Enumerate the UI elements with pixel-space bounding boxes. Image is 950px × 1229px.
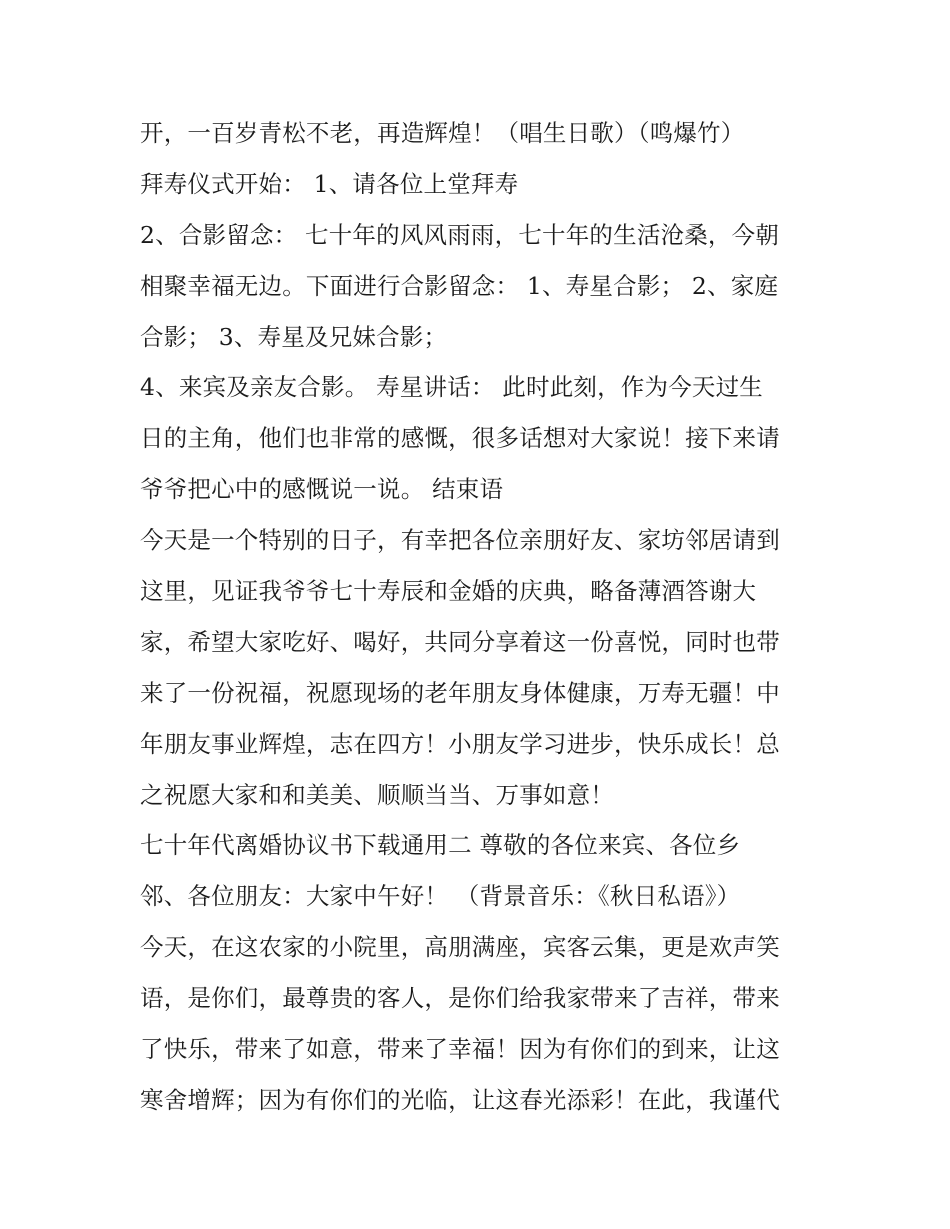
text-line: 合影； 3、寿星及兄妹合影； xyxy=(140,322,448,351)
text-line: 爷爷把心中的感慨说一说。 结束语 xyxy=(140,475,504,504)
text-line: 2、合影留念： 七十年的风风雨雨，七十年的生活沧桑，今朝 xyxy=(140,220,780,249)
text-line: 日的主角，他们也非常的感慨，很多话想对大家说！接下来请 xyxy=(140,424,780,453)
text-line: 来了一份祝福，祝愿现场的老年朋友身体健康，万寿无疆！中 xyxy=(140,678,780,707)
text-line: 年朋友事业辉煌，志在四方！小朋友学习进步，快乐成长！总 xyxy=(140,729,780,758)
text-line: 七十年代离婚协议书下载通用二 尊敬的各位来宾、各位乡 xyxy=(140,831,741,860)
text-line: 邻、各位朋友：大家中午好！ （背景音乐：《秋日私语》） xyxy=(140,882,741,911)
text-line: 今天是一个特别的日子，有幸把各位亲朋好友、家坊邻居请到 xyxy=(140,526,780,555)
text-line: 4、来宾及亲友合影。 寿星讲话： 此时此刻，作为今天过生 xyxy=(140,373,763,402)
text-line: 了快乐，带来了如意，带来了幸福！因为有你们的到来，让这 xyxy=(140,1035,780,1064)
text-line: 语，是你们，最尊贵的客人，是你们给我家带来了吉祥，带来 xyxy=(140,984,780,1013)
text-line: 开，一百岁青松不老，再造辉煌！（唱生日歌）（鸣爆竹） xyxy=(140,119,745,147)
text-line: 家，希望大家吃好、喝好，共同分享着这一份喜悦，同时也带 xyxy=(140,627,780,656)
text-line: 拜寿仪式开始： 1、请各位上堂拜寿 xyxy=(140,169,519,198)
text-line: 今天，在这农家的小院里，高朋满座，宾客云集，更是欢声笑 xyxy=(140,933,780,962)
text-line: 这里，见证我爷爷七十寿辰和金婚的庆典，略备薄酒答谢大 xyxy=(140,577,757,606)
document-body xyxy=(140,108,830,1126)
text-line: 相聚幸福无边。下面进行合影留念： 1、寿星合影； 2、家庭 xyxy=(140,271,779,300)
text-line: 之祝愿大家和和美美、顺顺当当、万事如意！ xyxy=(140,780,614,809)
text-line: 寒舍增辉；因为有你们的光临，让这春光添彩！在此，我谨代 xyxy=(140,1085,780,1114)
